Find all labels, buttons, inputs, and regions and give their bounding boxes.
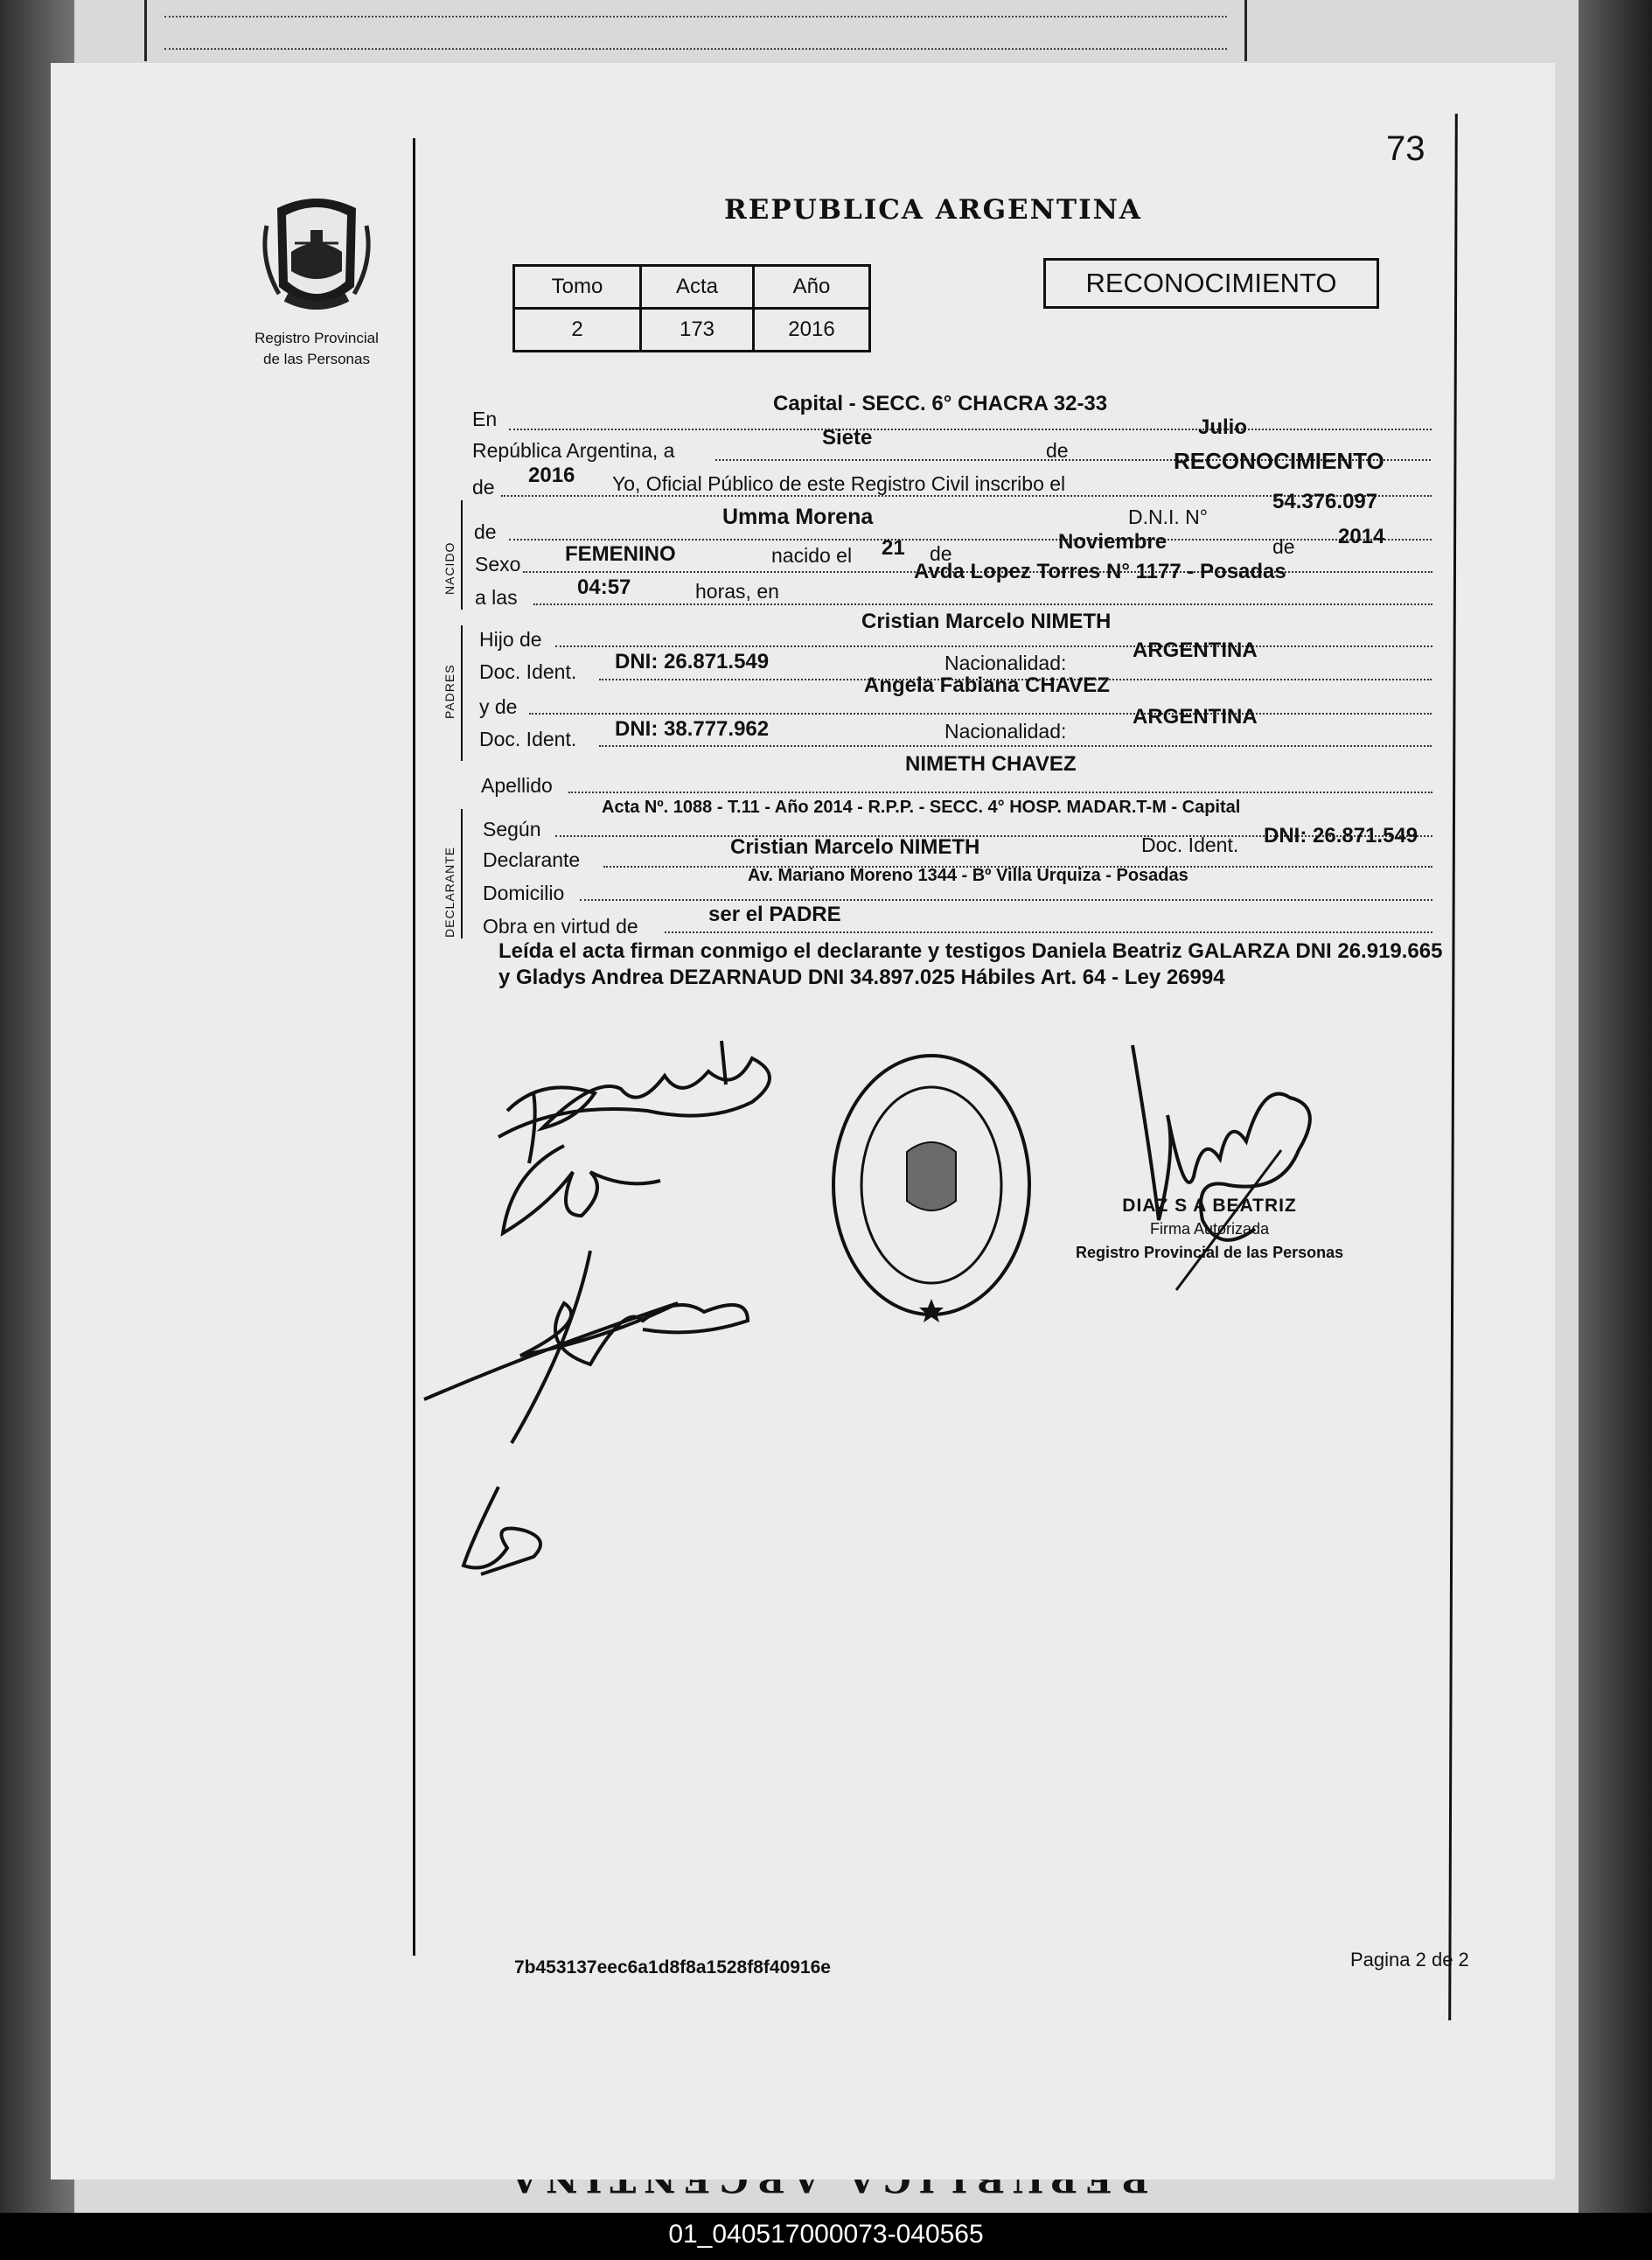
document-title: REPUBLICA ARGENTINA bbox=[724, 194, 1142, 226]
footer-filename: 01_040517000073-040565 bbox=[668, 2220, 984, 2249]
dotted-line bbox=[665, 931, 1432, 933]
dotted-line bbox=[555, 645, 1432, 647]
table-cell-acta: 173 bbox=[641, 309, 754, 352]
dotted-line bbox=[533, 603, 1432, 605]
oficial-label: Yo, Oficial Público de este Registro Civil inscribo el bbox=[612, 472, 1066, 495]
dia-value: Siete bbox=[822, 426, 873, 450]
doc-ident-label-madre: Doc. Ident. bbox=[479, 728, 577, 750]
official-name: DIAZ S A BEATRIZ bbox=[1122, 1196, 1297, 1216]
dotted-line bbox=[568, 792, 1432, 793]
lugar-value: Avda Lopez Torres N° 1177 - Posadas bbox=[914, 560, 1286, 583]
closing-text: Leída el acta firman conmigo el declarante y testigos Daniela Beatriz GALARZA DNI 26.919.665 y Gladys Andrea DEZARNAUD DNI 34.897.025 Hábiles Art. 64 - Ley 26994 bbox=[498, 939, 1443, 989]
domicilio-value: Av. Mariano Moreno 1344 - Bº Villa Urquiza - Posadas bbox=[748, 866, 1188, 885]
dotted-line bbox=[509, 429, 1432, 430]
declarante-doc: DNI: 26.871.549 bbox=[1264, 824, 1418, 848]
dotted-line bbox=[529, 713, 1432, 715]
nacionalidad-label: Nacionalidad: bbox=[944, 652, 1067, 674]
horas-en-label: horas, en bbox=[695, 580, 779, 603]
section-label-padres: PADRES bbox=[443, 664, 457, 719]
nacionalidad-label-madre: Nacionalidad: bbox=[944, 720, 1067, 743]
segun-value: Acta Nº. 1088 - T.11 - Año 2014 - R.P.P. - SECC. 4° HOSP. MADAR.T-M - Capital bbox=[602, 798, 1241, 817]
sexo-label: Sexo bbox=[475, 553, 521, 575]
logo-caption-1: Registro Provincial bbox=[254, 330, 379, 346]
official-signature-block bbox=[1076, 1194, 1343, 1265]
obra-label: Obra en virtud de bbox=[483, 915, 638, 938]
pagination: Pagina 2 de 2 bbox=[1350, 1949, 1469, 1971]
madre-nombre: Angela Fabiana CHAVEZ bbox=[864, 673, 1110, 697]
mes-value: Julio bbox=[1198, 415, 1248, 439]
republica-label: República Argentina, a bbox=[472, 439, 675, 462]
de-label: de bbox=[1046, 439, 1069, 462]
padre-nombre: Cristian Marcelo NIMETH bbox=[861, 610, 1112, 633]
official-stamp bbox=[826, 1045, 1036, 1325]
signature-witness-3 bbox=[455, 1487, 568, 1583]
section-label-declarante: DECLARANTE bbox=[443, 846, 457, 938]
official-registry: Registro Provincial de las Personas bbox=[1076, 1244, 1344, 1261]
madre-doc: DNI: 38.777.962 bbox=[615, 717, 770, 741]
de2-label: de bbox=[930, 542, 952, 565]
doc-ident-label: Doc. Ident. bbox=[479, 660, 577, 683]
segun-label: Según bbox=[483, 818, 541, 841]
de3-label: de bbox=[1272, 535, 1295, 558]
page-number: 73 bbox=[1386, 129, 1425, 168]
table-cell-anio: 2016 bbox=[754, 309, 870, 352]
document-type-badge: RECONOCIMIENTO bbox=[1043, 258, 1379, 309]
a-las-label: a las bbox=[475, 586, 518, 609]
nacido-dia: 21 bbox=[882, 536, 905, 560]
domicilio-label: Domicilio bbox=[483, 882, 565, 904]
de-nombre-label: de bbox=[474, 520, 497, 543]
en-label: En bbox=[472, 408, 498, 430]
signature-witness-1 bbox=[494, 1137, 669, 1251]
apellido-label: Apellido bbox=[481, 774, 553, 797]
de-year-label: de bbox=[472, 476, 495, 499]
registry-stamp-icon bbox=[826, 1045, 1036, 1325]
dni-value: 54.376.097 bbox=[1272, 490, 1378, 513]
margin-line bbox=[413, 138, 415, 1956]
declarante-label: Declarante bbox=[483, 848, 581, 871]
signature-official bbox=[1124, 1045, 1334, 1308]
section-bracket-padres bbox=[461, 625, 463, 761]
madre-nacionalidad: ARGENTINA bbox=[1133, 705, 1258, 729]
hijo-de-label: Hijo de bbox=[479, 628, 542, 651]
en-value: Capital - SECC. 6° CHACRA 32-33 bbox=[773, 392, 1108, 415]
section-bracket-nacido bbox=[461, 500, 463, 610]
apellido-value: NIMETH CHAVEZ bbox=[905, 752, 1077, 776]
table-cell-tomo: 2 bbox=[514, 309, 641, 352]
table-header-anio: Año bbox=[754, 266, 870, 309]
signature-witness-2 bbox=[415, 1251, 765, 1461]
registry-logo bbox=[247, 191, 387, 368]
y-de-label: y de bbox=[479, 695, 518, 718]
official-title: Firma Autorizada bbox=[1150, 1220, 1270, 1238]
section-label-nacido: NACIDO bbox=[443, 541, 457, 595]
section-bracket-declarante bbox=[461, 809, 463, 938]
obra-value: ser el PADRE bbox=[708, 903, 841, 926]
anio-value: 2016 bbox=[528, 464, 575, 487]
padre-doc: DNI: 26.871.549 bbox=[615, 650, 770, 673]
logo-caption-2: de las Personas bbox=[263, 351, 370, 367]
nacido-mes: Noviembre bbox=[1058, 530, 1168, 554]
record-table bbox=[512, 264, 871, 352]
declarante-value: Cristian Marcelo NIMETH bbox=[730, 835, 980, 859]
doc-ident-label-declarante: Doc. Ident. bbox=[1141, 834, 1239, 856]
nacido-label: nacido el bbox=[771, 544, 853, 567]
dotted-line bbox=[599, 745, 1432, 747]
nacido-anio: 2014 bbox=[1338, 525, 1385, 548]
nombre-value: Umma Morena bbox=[722, 505, 874, 529]
table-header-acta: Acta bbox=[641, 266, 754, 309]
misiones-emblem-icon bbox=[260, 191, 373, 322]
acto-value: RECONOCIMIENTO bbox=[1174, 448, 1384, 474]
table-header-tomo: Tomo bbox=[514, 266, 641, 309]
dni-label: D.N.I. N° bbox=[1128, 506, 1208, 528]
padre-nacionalidad: ARGENTINA bbox=[1133, 638, 1258, 662]
sexo-value: FEMENINO bbox=[565, 542, 676, 566]
previous-page-edge bbox=[144, 0, 1247, 61]
hora-value: 04:57 bbox=[577, 575, 631, 599]
document-hash: 7b453137eec6a1d8f8a1528f8f40916e bbox=[514, 1957, 831, 1978]
dotted-line bbox=[580, 899, 1432, 901]
